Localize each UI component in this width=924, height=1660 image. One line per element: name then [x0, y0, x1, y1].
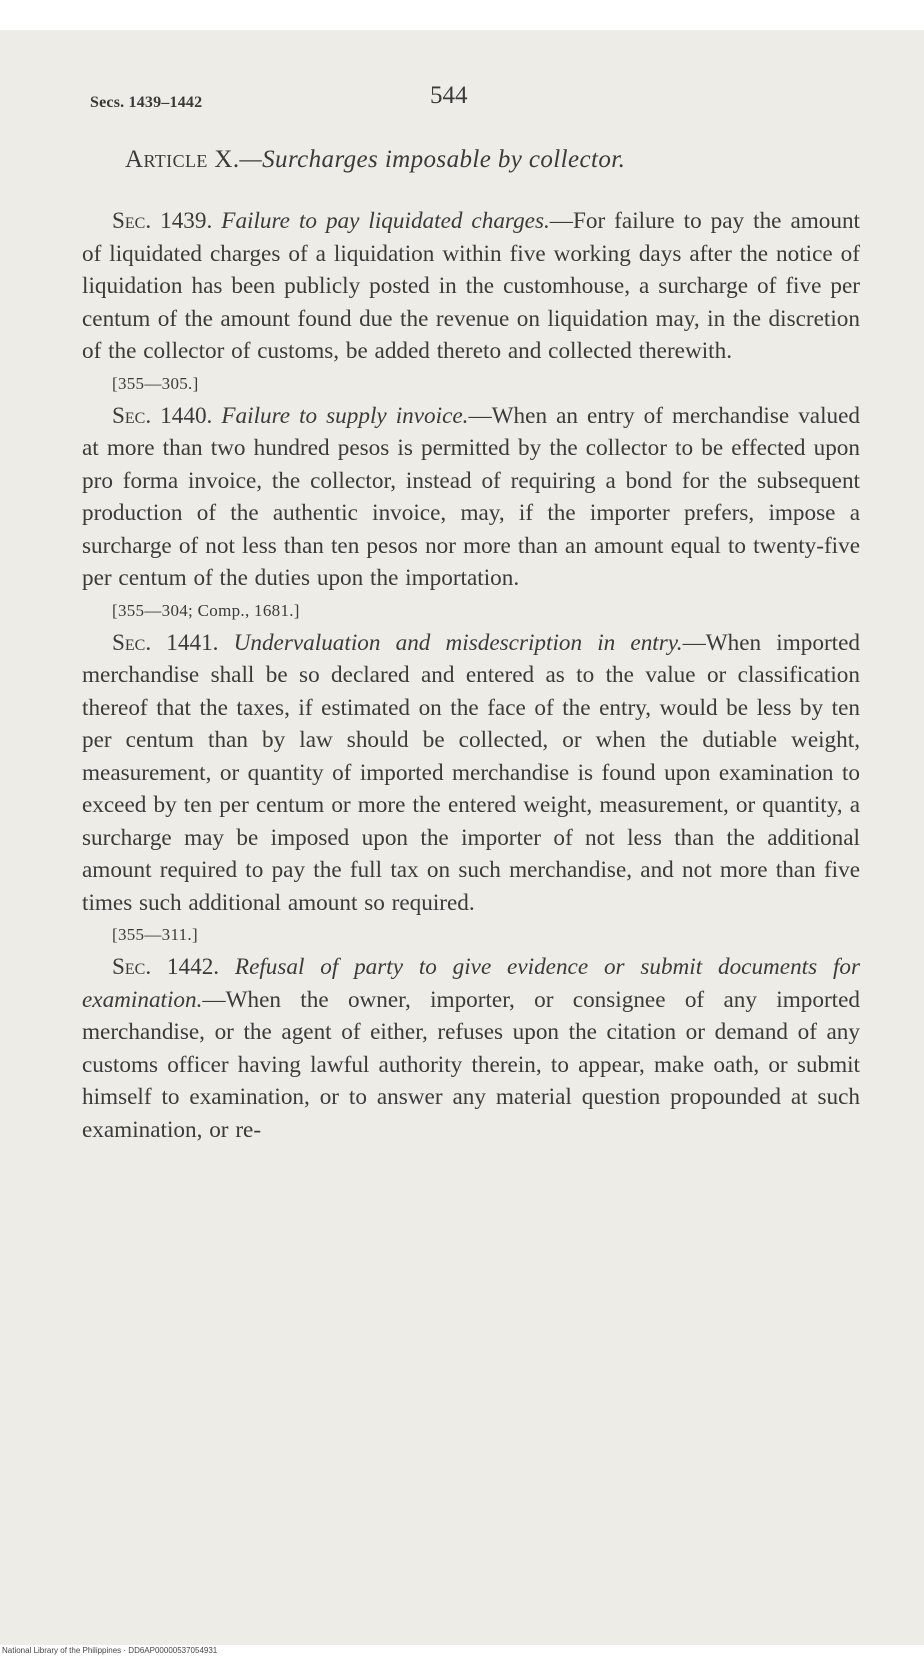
section-label: Sec. 1439.: [112, 208, 213, 234]
section-1440: [82, 400, 860, 595]
section-citation: [355—304; Comp., 1681.]: [112, 600, 300, 620]
section-text: —When the owner, importer, or consignee of any imported merchandise, or the agent of either, refuses upon the citation or demand of any customs officer having lawful authority therein, to appear, make oath, or submit himself to examination, or to answer any material question propounded at such examination, or re-: [82, 986, 860, 1143]
section-heading: Failure to pay liquidated charges.: [221, 208, 550, 234]
section-label: Sec. 1440.: [112, 402, 213, 429]
page-number: 544: [430, 82, 468, 109]
footer-attribution: National Library of the Philippines · DD6AP00000537054931: [2, 1646, 218, 1655]
section-heading: Failure to supply invoice.: [221, 402, 469, 429]
section-text: —When an entry of merchandise valued at more than two hundred pesos is permitted by the collector to be effected upon pro forma invoice, the collector, instead of requiring a bond for the subsequent production of the authentic invoice, may, if the importer prefers, impose a surcharge of not less than ten pesos nor more than an amount equal to twenty-five per centum of the duties upon the importation.: [82, 402, 861, 591]
section-range: Secs. 1439–1442: [90, 94, 203, 111]
section-heading: Undervaluation and misdescription in entry.: [233, 629, 683, 656]
article-label: Article X.: [125, 146, 240, 173]
section-label: Sec. 1442.: [112, 954, 220, 980]
page-header: [90, 82, 850, 122]
section-citation: [355—305.]: [112, 373, 199, 393]
section-text: —For failure to pay the amount of liquidated charges of a liquidation within five working days after the notice of liquidation has been publicly posted in the customhouse, a surcharge of five per centum of the amount found due the revenue on liquidation may, in the discretion of the collector of customs, be added thereto and collected therewith.: [82, 208, 860, 364]
article-heading: [125, 146, 625, 174]
section-1439: [82, 205, 860, 368]
section-1442: [82, 951, 860, 1146]
section-label: Sec. 1441.: [112, 629, 219, 656]
document-body: [82, 205, 860, 1146]
section-citation: [355—311.]: [112, 925, 198, 944]
article-title: —Surcharges imposable by collector.: [239, 146, 626, 173]
section-1441: [82, 627, 860, 920]
section-heading: Refusal of party to give evidence or submit documents for examination.: [82, 954, 861, 1013]
section-text: —When imported merchandise shall be so declared and entered as to the value or classification thereof that the taxes, if estimated on the face of the entry, would be less by ten per centum than by law should be collected, or when the dutiable weight, measurement, or quantity of imported merchandise is found upon examination to exceed by ten per centum or more the entered weight, measurement, or quantity, a surcharge may be imposed upon the importer of not less than the additional amount required to pay the full tax on such merchandise, and not more than five times such additional amount so required.: [82, 629, 861, 916]
